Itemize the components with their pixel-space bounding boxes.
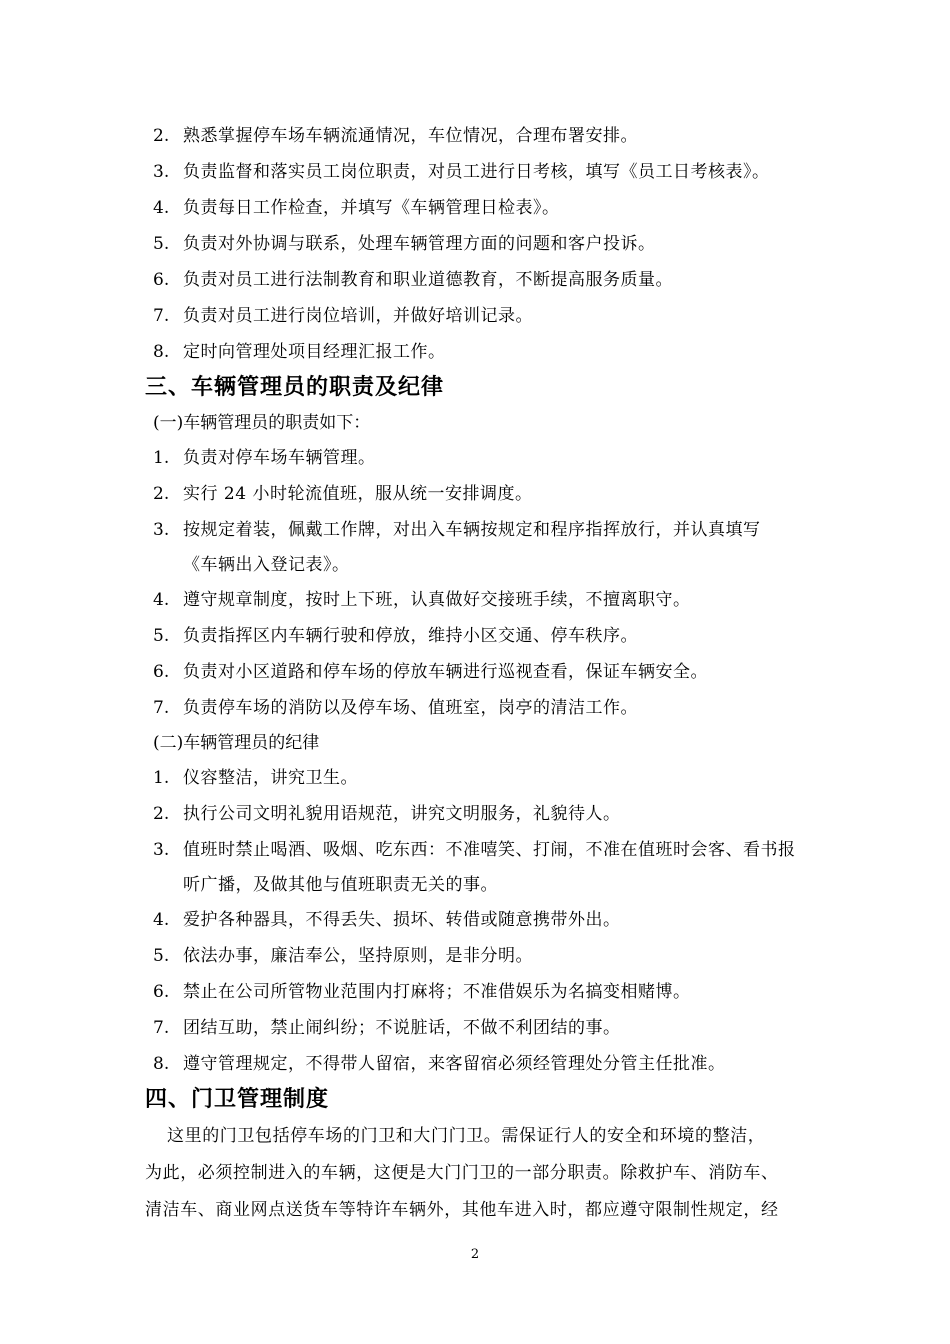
item-text: 负责对小区道路和停车场的停放车辆进行巡视查看，保证车辆安全。: [183, 662, 708, 682]
list-item: [145, 476, 825, 512]
paragraph-line: 为此，必须控制进入的车辆，这便是大门门卫的一部分职责。除救护车、消防车、: [145, 1163, 779, 1183]
list-item: [145, 690, 825, 726]
item-text: 负责每日工作检查，并填写《车辆管理日检表》。: [183, 198, 560, 218]
item-number: 4.: [153, 910, 170, 930]
list-item: [145, 654, 825, 690]
section4-paragraph: [145, 1118, 815, 1229]
item-number: 8.: [153, 1054, 170, 1074]
list-item: [145, 796, 825, 832]
list-item: [145, 938, 825, 974]
item-number: 1.: [153, 448, 170, 468]
item-text: 负责对停车场车辆管理。: [183, 448, 376, 468]
rules-subheading: (二)车辆管理员的纪律: [153, 733, 320, 753]
item-text: 负责对员工进行岗位培训，并做好培训记录。: [183, 306, 533, 326]
item-number: 8.: [153, 342, 170, 362]
item-text-continued: 听广播，及做其他与值班职责无关的事。: [183, 875, 498, 895]
section2-list: [145, 118, 825, 370]
item-number: 5.: [153, 946, 170, 966]
item-text: 实行 24 小时轮流值班，服从统一安排调度。: [183, 484, 533, 504]
list-item: [145, 760, 825, 796]
list-item: [145, 298, 825, 334]
item-text: 遵守规章制度，按时上下班，认真做好交接班手续，不擅离职守。: [183, 590, 691, 610]
item-text: 负责指挥区内车辆行驶和停放，维持小区交通、停车秩序。: [183, 626, 638, 646]
list-item: [145, 118, 825, 154]
item-number: 2.: [153, 126, 170, 146]
section3-heading: 三、车辆管理员的职责及纪律: [145, 375, 445, 400]
list-item: [145, 1010, 825, 1046]
item-number: 3.: [153, 840, 170, 860]
page-content: [145, 118, 825, 1229]
list-item: [145, 974, 825, 1010]
item-number: 3.: [153, 520, 170, 540]
item-number: 6.: [153, 982, 170, 1002]
list-item: [145, 190, 825, 226]
item-text: 遵守管理规定，不得带人留宿，来客留宿必须经管理处分管主任批准。: [183, 1054, 726, 1074]
item-number: 2.: [153, 804, 170, 824]
list-item: [145, 154, 825, 190]
list-item: [145, 618, 825, 654]
item-continuation: [145, 548, 825, 582]
list-item: [145, 440, 825, 476]
item-number: 1.: [153, 768, 170, 788]
item-text: 熟悉掌握停车场车辆流通情况，车位情况，合理布署安排。: [183, 126, 638, 146]
item-number: 7.: [153, 306, 170, 326]
item-number: 4.: [153, 590, 170, 610]
item-text: 爱护各种器具，不得丢失、损坏、转借或随意携带外出。: [183, 910, 621, 930]
item-continuation: [145, 868, 825, 902]
list-item: [145, 262, 825, 298]
item-text: 负责对员工进行法制教育和职业道德教育，不断提高服务质量。: [183, 270, 673, 290]
item-number: 5.: [153, 626, 170, 646]
item-number: 2.: [153, 484, 170, 504]
section4-heading: 四、门卫管理制度: [145, 1087, 330, 1112]
item-number: 6.: [153, 662, 170, 682]
item-text: 值班时禁止喝酒、吸烟、吃东西：不准嘻笑、打闹，不准在值班时会客、看书报: [183, 840, 796, 860]
duties-list: [145, 440, 825, 726]
item-number: 7.: [153, 698, 170, 718]
item-text-continued: 《车辆出入登记表》。: [183, 555, 350, 575]
item-text: 禁止在公司所管物业范围内打麻将；不准借娱乐为名搞变相赌博。: [183, 982, 691, 1002]
item-number: 3.: [153, 162, 170, 182]
list-item: [145, 1046, 825, 1082]
item-number: 6.: [153, 270, 170, 290]
list-item: [145, 832, 825, 868]
item-text: 负责对外协调与联系，处理车辆管理方面的问题和客户投诉。: [183, 234, 656, 254]
item-text: 仪容整洁，讲究卫生。: [183, 768, 358, 788]
list-item: [145, 582, 825, 618]
item-text: 依法办事，廉洁奉公，坚持原则，是非分明。: [183, 946, 533, 966]
list-item: [145, 512, 825, 548]
item-text: 定时向管理处项目经理汇报工作。: [183, 342, 446, 362]
item-text: 负责停车场的消防以及停车场、值班室，岗亭的清洁工作。: [183, 698, 638, 718]
paragraph-line: 这里的门卫包括停车场的门卫和大门门卫。需保证行人的安全和环境的整洁，: [167, 1126, 766, 1146]
item-number: 7.: [153, 1018, 170, 1038]
item-text: 负责监督和落实员工岗位职责，对员工进行日考核，填写《员工日考核表》。: [183, 162, 770, 182]
duties-subheading: (一)车辆管理员的职责如下：: [153, 413, 371, 433]
list-item: [145, 226, 825, 262]
list-item: [145, 902, 825, 938]
item-text: 执行公司文明礼貌用语规范，讲究文明服务，礼貌待人。: [183, 804, 621, 824]
item-text: 团结互助，禁止闹纠纷；不说脏话，不做不利团结的事。: [183, 1018, 621, 1038]
item-text: 按规定着装，佩戴工作牌，对出入车辆按规定和程序指挥放行，并认真填写: [183, 520, 761, 540]
rules-list: [145, 760, 825, 1082]
page-number: 2: [470, 1247, 480, 1262]
paragraph-line: 清洁车、商业网点送货车等特许车辆外，其他车进入时，都应遵守限制性规定，经: [145, 1200, 779, 1220]
item-number: 4.: [153, 198, 170, 218]
list-item: [145, 334, 825, 370]
item-number: 5.: [153, 234, 170, 254]
